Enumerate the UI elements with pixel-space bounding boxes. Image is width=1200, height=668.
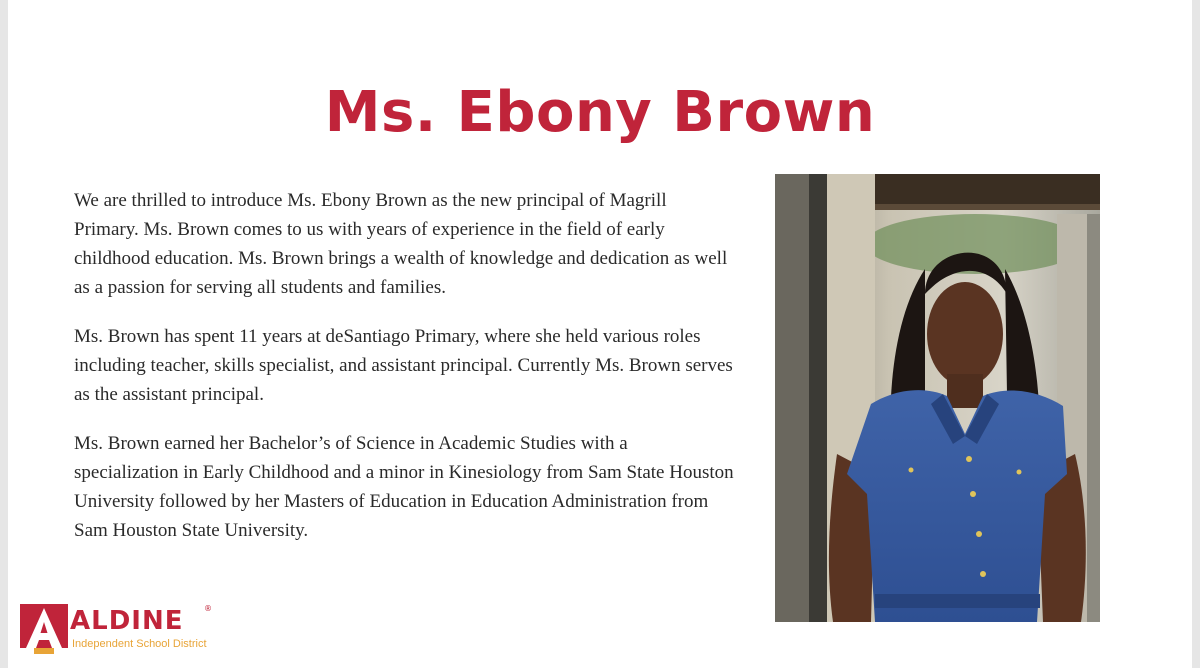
portrait-photo bbox=[775, 174, 1100, 622]
bio-text bbox=[74, 186, 734, 565]
bio-paragraph-intro: We are thrilled to introduce Ms. Ebony Brown as the new principal of Magrill Primary. Ms. Brown comes to us with years of experience in the field of early childhood education. Ms. Brown brings a wealth of knowledge and dedication as well as a passion for serving all students and families. bbox=[74, 190, 728, 298]
logo-subtitle: Independent School District bbox=[72, 638, 207, 650]
bio-paragraph-education: Ms. Brown earned her Bachelor’s of Science in Academic Studies with a specialization in Early Childhood and a minor in Kinesiology from Sam State Houston University followed by her Masters of Education in Education Administration from Sam Houston State University. bbox=[74, 433, 734, 541]
logo-registered-mark: ® bbox=[204, 604, 212, 613]
page-title: Ms. Ebony Brown bbox=[324, 80, 876, 145]
aldine-logo bbox=[20, 604, 220, 656]
aldine-a-icon bbox=[20, 604, 68, 654]
bio-paragraph-experience: Ms. Brown has spent 11 years at deSantiago Primary, where she held various roles including teacher, skills specialist, and assistant principal. Currently Ms. Brown serves as the assistant principal. bbox=[74, 326, 733, 405]
logo-wordmark: ALDINE bbox=[70, 606, 184, 636]
